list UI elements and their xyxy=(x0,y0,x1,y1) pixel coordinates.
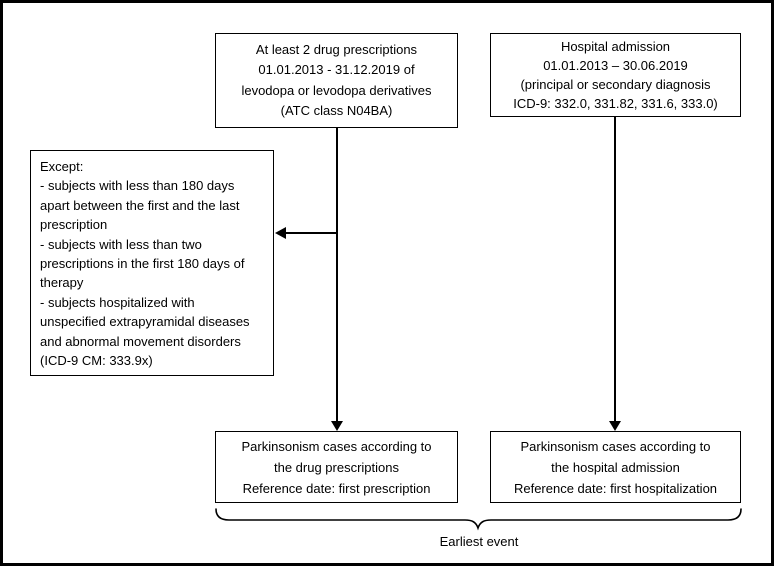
text-line: Parkinsonism cases according to xyxy=(520,438,711,454)
parkinsonism-hospital-cases-box xyxy=(490,431,741,503)
text-line: ICD-9: 332.0, 331.82, 331.6, 333.0) xyxy=(513,96,718,111)
text-line: (principal or secondary diagnosis xyxy=(520,77,711,92)
text-line: Hospital admission xyxy=(560,39,671,54)
arrowhead-down-drug-icon xyxy=(331,421,343,431)
text-line: 01.01.2013 – 30.06.2019 xyxy=(543,58,688,73)
text-line: Except: xyxy=(40,159,84,174)
text-line: therapy xyxy=(40,275,84,291)
text-line: prescription xyxy=(40,217,108,233)
text-line: (ICD-9 CM: 333.9x) xyxy=(40,353,153,369)
drug-prescriptions-box xyxy=(215,33,458,128)
exclusions-box xyxy=(30,150,274,376)
text-line: prescriptions in the first 180 days of xyxy=(40,256,245,272)
text-line: - subjects hospitalized with xyxy=(40,294,195,310)
text-line: - subjects with less than 180 days xyxy=(40,178,235,194)
text-line: Reference date: first prescription xyxy=(242,480,431,496)
text-line: levodopa or levodopa derivatives xyxy=(241,82,432,98)
text-line: (ATC class N04BA) xyxy=(280,103,393,118)
text-line: apart between the first and the last xyxy=(40,197,240,213)
text-line: - subjects with less than two xyxy=(40,236,202,252)
underbrace-icon xyxy=(216,509,741,528)
hospital-admission-box xyxy=(490,33,741,117)
arrowhead-down-hospital-icon xyxy=(609,421,621,431)
text-line: the drug prescriptions xyxy=(273,459,399,475)
text-line: Reference date: first hospitalization xyxy=(513,480,718,496)
text-line: At least 2 drug prescriptions xyxy=(255,41,418,57)
text-line: 01.01.2013 - 31.12.2019 of xyxy=(258,62,415,77)
text-line: and abnormal movement disorders xyxy=(40,333,241,349)
text-line: unspecified extrapyramidal diseases xyxy=(40,314,250,330)
arrowhead-left-exclusions-icon xyxy=(275,227,286,239)
parkinsonism-drug-cases-box xyxy=(215,431,458,503)
text-line: the hospital admission xyxy=(551,459,680,475)
text-line: Parkinsonism cases according to xyxy=(241,438,432,454)
earliest-event-label: Earliest event xyxy=(439,534,519,549)
